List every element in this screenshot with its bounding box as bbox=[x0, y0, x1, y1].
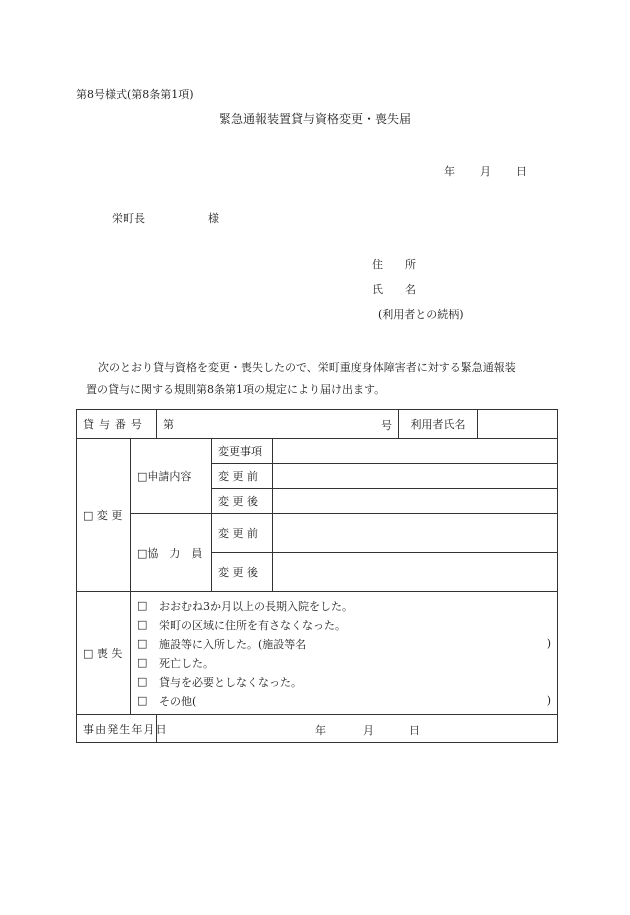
loss-reason-2[interactable] bbox=[137, 615, 551, 634]
cooperator-before-label: 変 更 前 bbox=[212, 514, 273, 553]
loss-reason-5[interactable] bbox=[137, 672, 551, 691]
date-year: 年 bbox=[444, 165, 455, 178]
notification-table bbox=[76, 409, 558, 743]
loss-reason-text: 施設等に入所した。(施設等名 bbox=[159, 637, 307, 651]
loss-reason-text: おおむね3か月以上の長期入院をした。 bbox=[159, 599, 353, 613]
addressee-honorific: 様 bbox=[208, 212, 219, 225]
application-after-label: 変 更 後 bbox=[212, 489, 273, 514]
date-month: 月 bbox=[480, 165, 491, 178]
body-text bbox=[76, 357, 561, 401]
checkbox[interactable]: □ bbox=[137, 694, 148, 707]
body-text-line1: 次のとおり貸与資格を変更・喪失したので、栄町重度身体障害者に対する緊急通報装 bbox=[98, 361, 516, 374]
checkbox[interactable]: □ bbox=[137, 656, 148, 669]
checkbox[interactable]: □ bbox=[137, 618, 148, 631]
user-name-field[interactable] bbox=[478, 410, 558, 439]
loss-reason-text: 貸与を必要としなくなった。 bbox=[159, 675, 302, 689]
loss-reason-text: その他( bbox=[159, 694, 197, 708]
loan-number-field[interactable] bbox=[157, 410, 399, 439]
change-label[interactable]: □ 変 更 bbox=[77, 439, 131, 592]
loss-reason-text: 死亡した。 bbox=[159, 656, 214, 670]
loan-number-suffix: 号 bbox=[381, 419, 392, 432]
loan-number-prefix: 第 bbox=[163, 418, 174, 431]
loss-label[interactable]: □ 喪 失 bbox=[77, 592, 131, 715]
user-name-label: 利用者氏名 bbox=[399, 410, 478, 439]
application-before-label: 変 更 前 bbox=[212, 464, 273, 489]
name-label: 氏 名 bbox=[372, 283, 416, 296]
relation-label: (利用者との続柄) bbox=[378, 308, 464, 321]
close-paren: ) bbox=[546, 694, 551, 707]
cooperator-before-field[interactable] bbox=[273, 514, 558, 553]
loss-reason-4[interactable] bbox=[137, 653, 551, 672]
loss-reason-6[interactable] bbox=[137, 691, 551, 710]
cooperator-after-field[interactable] bbox=[273, 553, 558, 592]
cooperator-after-label: 変 更 後 bbox=[212, 553, 273, 592]
event-day: 日 bbox=[409, 724, 420, 737]
checkbox[interactable]: □ bbox=[137, 675, 148, 688]
event-date-field[interactable] bbox=[157, 715, 558, 743]
document-title: 緊急通報装置貸与資格変更・喪失届 bbox=[219, 112, 412, 126]
change-item-label: 変更事項 bbox=[212, 439, 273, 464]
loan-number-label: 貸与番号 bbox=[77, 410, 157, 439]
event-year: 年 bbox=[315, 724, 326, 737]
event-month: 月 bbox=[363, 724, 374, 737]
address-label: 住 所 bbox=[372, 258, 416, 271]
checkbox[interactable]: □ bbox=[137, 637, 148, 650]
date-day: 日 bbox=[516, 165, 527, 178]
application-label[interactable]: □申請内容 bbox=[131, 439, 212, 514]
application-before-field[interactable] bbox=[273, 464, 558, 489]
cooperator-label[interactable]: □協 力 員 bbox=[131, 514, 212, 592]
body-text-line2: 置の貸与に関する規則第8条第1項の規定により届け出ます。 bbox=[86, 383, 386, 396]
loss-reason-list bbox=[131, 592, 558, 715]
checkbox[interactable]: □ bbox=[137, 599, 148, 612]
loss-reason-3[interactable] bbox=[137, 634, 551, 653]
loss-reason-text: 栄町の区域に住所を有さなくなった。 bbox=[159, 618, 346, 632]
event-date-label: 事由発生年月日 bbox=[77, 715, 157, 743]
application-after-field[interactable] bbox=[273, 489, 558, 514]
loss-reason-1[interactable] bbox=[137, 596, 551, 615]
close-paren: ) bbox=[546, 637, 551, 650]
addressee-name: 栄町長 bbox=[112, 212, 145, 225]
change-item-field[interactable] bbox=[273, 439, 558, 464]
form-number: 第8号様式(第8条第1項) bbox=[76, 88, 194, 101]
